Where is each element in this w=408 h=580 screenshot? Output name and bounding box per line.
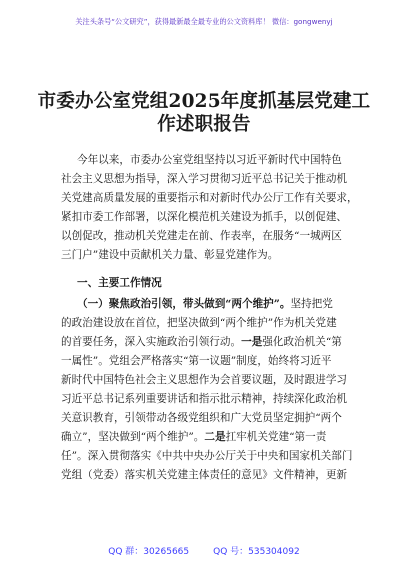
paragraph-line: 新时代中国特色社会主义思想作为会首要议题，及时跟进学习 <box>61 374 348 386</box>
paragraph-line: 的首要任务，深入实施政治引领行动。一是强化政治机关“第 <box>61 336 342 348</box>
footer-qq-number: QQ 号：535304092 <box>213 547 300 557</box>
paragraph-line: 习近平总书记系列重要讲话和指示批示精神，持续深化政治机 <box>61 393 348 405</box>
footer-contact <box>0 544 408 557</box>
paragraph-line: 今年以来，市委办公室党组坚持以习近平新时代中国特色 <box>77 154 342 166</box>
paragraph-line: 关意识教育，引领带动各级党组织和广大党员坚定拥护“两个 <box>61 412 342 424</box>
paragraph-line: 的政治建设放在首位，把坚决做到“两个维护”作为机关党建 <box>61 317 337 329</box>
paragraph-line: 任”。深入贯彻落实《中共中央办公厅关于中央和国家机关部门 <box>61 450 353 462</box>
paragraph-line: 社会主义思想为指导，深入学习贯彻习近平总书记关于推动机 <box>61 173 348 185</box>
section-heading: 一、主要工作情况 <box>77 277 162 289</box>
paragraph-line: 关党建高质量发展的重要指示和对新时代办公厅工作有关要求， <box>61 192 358 204</box>
footer-qq-group: QQ 群：30265665 <box>108 547 190 557</box>
paragraph-line: 以创促改，推动机关党建走在前、作表率，在服务“一城两区 <box>61 230 342 242</box>
document-title-line-2: 作述职报告 <box>157 114 251 135</box>
paragraph-line: （一）聚焦政治引领，带头做到“两个维护”。坚持把党 <box>77 298 333 310</box>
subheading-label: （一）聚焦政治引领，带头做到“两个维护”。 <box>77 298 291 310</box>
document-title-line-1: 市委办公室党组2025年度抓基层党建工 <box>37 91 371 112</box>
paragraph-line: 紧扣市委工作部署，以深化模范机关建设为抓手，以创促建、 <box>61 211 348 223</box>
paragraph-line: 一属性”。党组会严格落实“第一议题”制度，始终将习近平 <box>61 355 332 367</box>
header-banner: 关注头条号“公文研究”，获得最新最全最专业的公文资料库！ 微信：gongwenyj <box>75 17 333 26</box>
paragraph-line: 党组（党委）落实机关党建主体责任的意见》文件精神，更新 <box>61 469 348 481</box>
paragraph-line: 三门户”建设中贡献机关力量、彰显党建作为。 <box>61 249 279 261</box>
paragraph-line: 确立”，坚决做到“两个维护”。二是扛牢机关党建“第一责 <box>61 431 327 443</box>
